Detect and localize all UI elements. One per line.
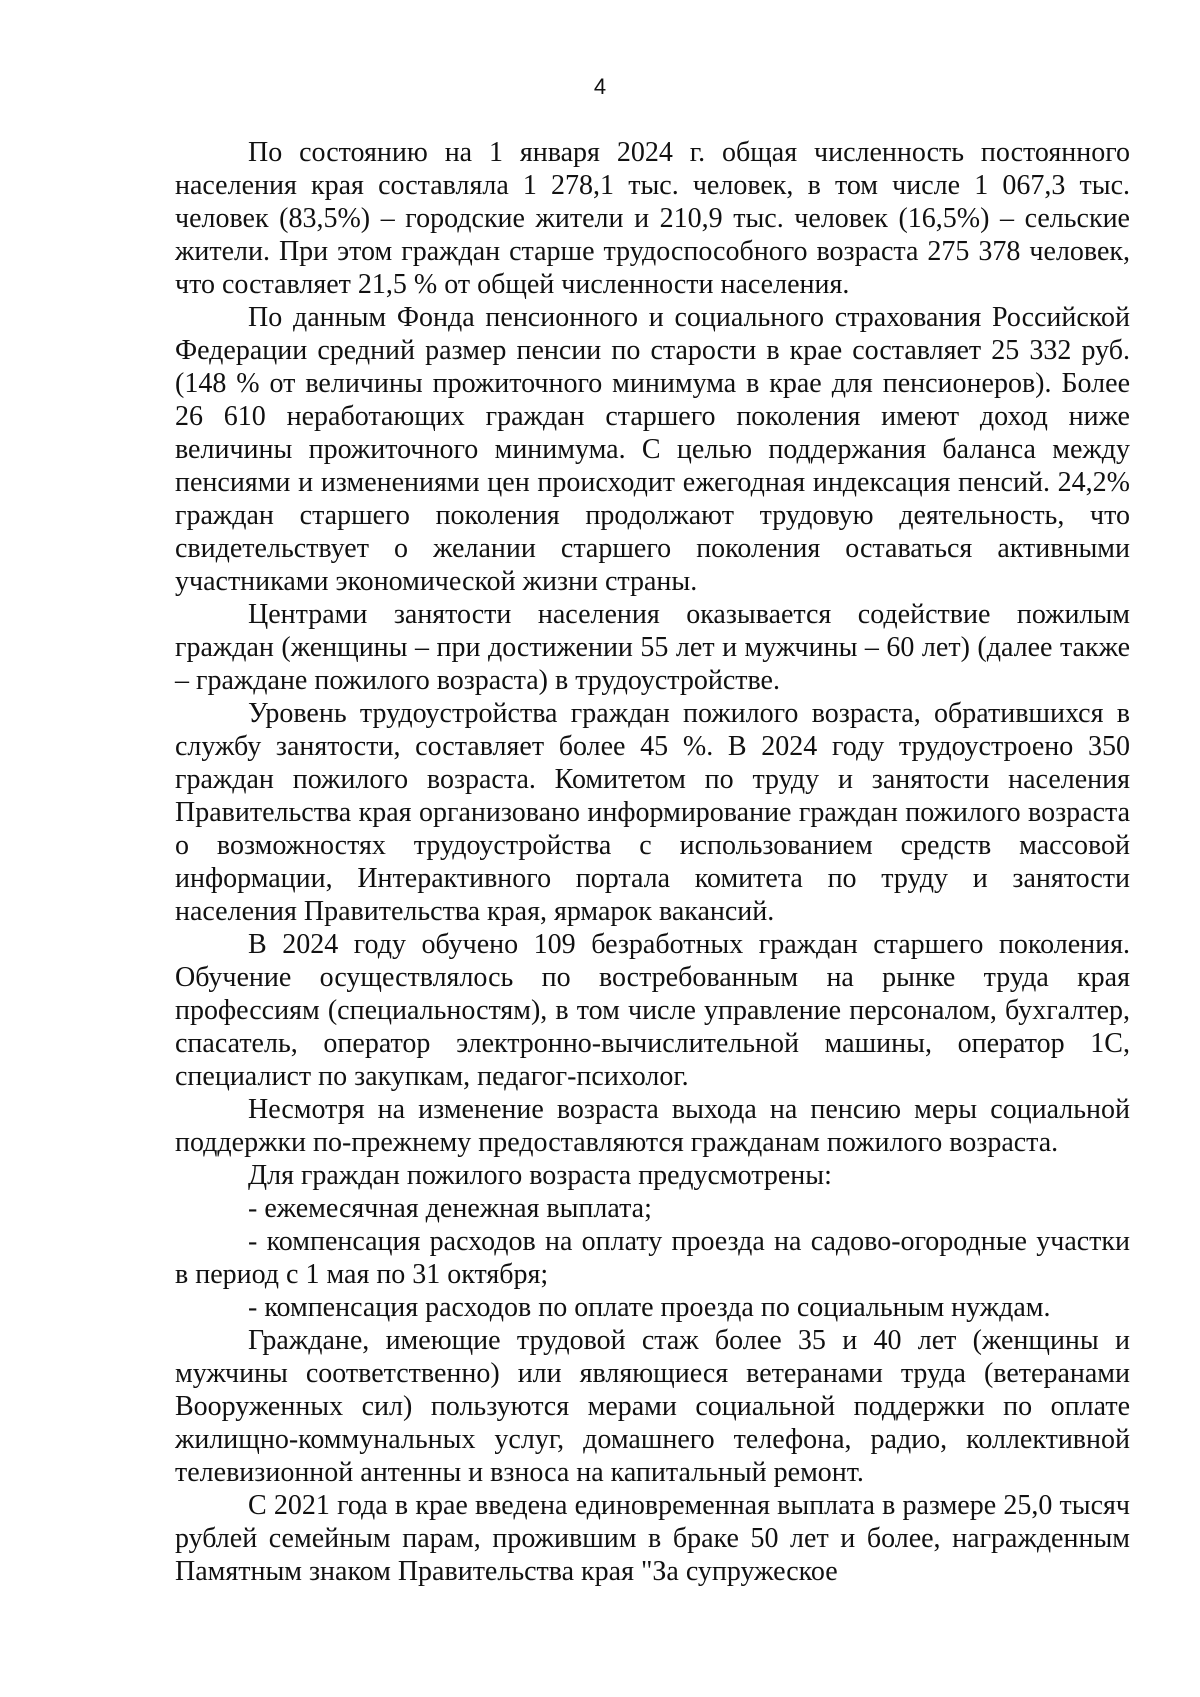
document-body: [175, 136, 1130, 1588]
paragraph-employment-centers: Центрами занятости населения оказывается содействие пожилым граждан (женщины – при достижении 55 лет и мужчины – 60 лет) (далее также – граждане пожилого возраста) в трудоустройстве.: [175, 599, 1130, 696]
paragraph-population: По состоянию на 1 января 2024 г. общая численность постоянного населения края составляла 1 278,1 тыс. человек, в том числе 1 067,3 тыс. человек (83,5%) – городские жители и 210,9 тыс. человек (16,5%) – сельские жители. При этом граждан старше трудоспособного возраста 275 378 человек, что составляет 21,5 % от общей численности населения.: [175, 137, 1130, 300]
paragraph-social-support: Несмотря на изменение возраста выхода на пенсию меры социальной поддержки по-прежнему предоставляются гражданам пожилого возраста.: [175, 1094, 1130, 1158]
paragraph-measures-intro: Для граждан пожилого возраста предусмотрены:: [248, 1160, 832, 1191]
paragraph-training: В 2024 году обучено 109 безработных граждан старшего поколения. Обучение осуществлялось по востребованным на рынке труда края профессиям (специальностям), в том числе управление персоналом, бухгалтер, спасатель, оператор электронно-вычислительной машины, оператор 1С, специалист по закупкам, педагог-психолог.: [175, 929, 1130, 1092]
paragraph-married-couples: С 2021 года в крае введена единовременная выплата в размере 25,0 тысяч рублей семейным парам, прожившим в браке 50 лет и более, награжденным Памятным знаком Правительства края "За супружеское: [175, 1490, 1130, 1587]
paragraph-employment-level: Уровень трудоустройства граждан пожилого возраста, обратившихся в службу занятости, составляет более 45 %. В 2024 году трудоустроено 350 граждан пожилого возраста. Комитетом по труду и занятости населения Правительства края организовано информирование граждан пожилого возраста о возможностях трудоустройства с использованием средств массовой информации, Интерактивного портала комитета по труду и занятости населения Правительства края, ярмарок вакансий.: [175, 698, 1130, 927]
list-item-garden-travel: - компенсация расходов на оплату проезда на садово-огородные участки в период с 1 мая по 31 октября;: [175, 1226, 1130, 1290]
paragraph-veterans: Граждане, имеющие трудовой стаж более 35 и 40 лет (женщины и мужчины соответственно) или являющиеся ветеранами труда (ветеранами Вооруженных сил) пользуются мерами социальной поддержки по оплате жилищно-коммунальных услуг, домашнего телефона, радио, коллективной телевизионной антенны и взноса на капитальный ремонт.: [175, 1325, 1130, 1488]
list-item-social-travel: - компенсация расходов по оплате проезда по социальным нуждам.: [248, 1292, 1051, 1323]
page-number: 4: [593, 74, 607, 99]
list-item-monthly-payment: - ежемесячная денежная выплата;: [248, 1193, 652, 1224]
paragraph-pension: По данным Фонда пенсионного и социального страхования Российской Федерации средний размер пенсии по старости в крае составляет 25 332 руб. (148 % от величины прожиточного минимума в крае для пенсионеров). Более 26 610 неработающих граждан старшего поколения имеют доход ниже величины прожиточного минимума. С целью поддержания баланса между пенсиями и изменениями цен происходит ежегодная индексация пенсий. 24,2% граждан старшего поколения продолжают трудовую деятельность, что свидетельствует о желании старшего поколения оставаться активными участниками экономической жизни страны.: [175, 302, 1130, 597]
